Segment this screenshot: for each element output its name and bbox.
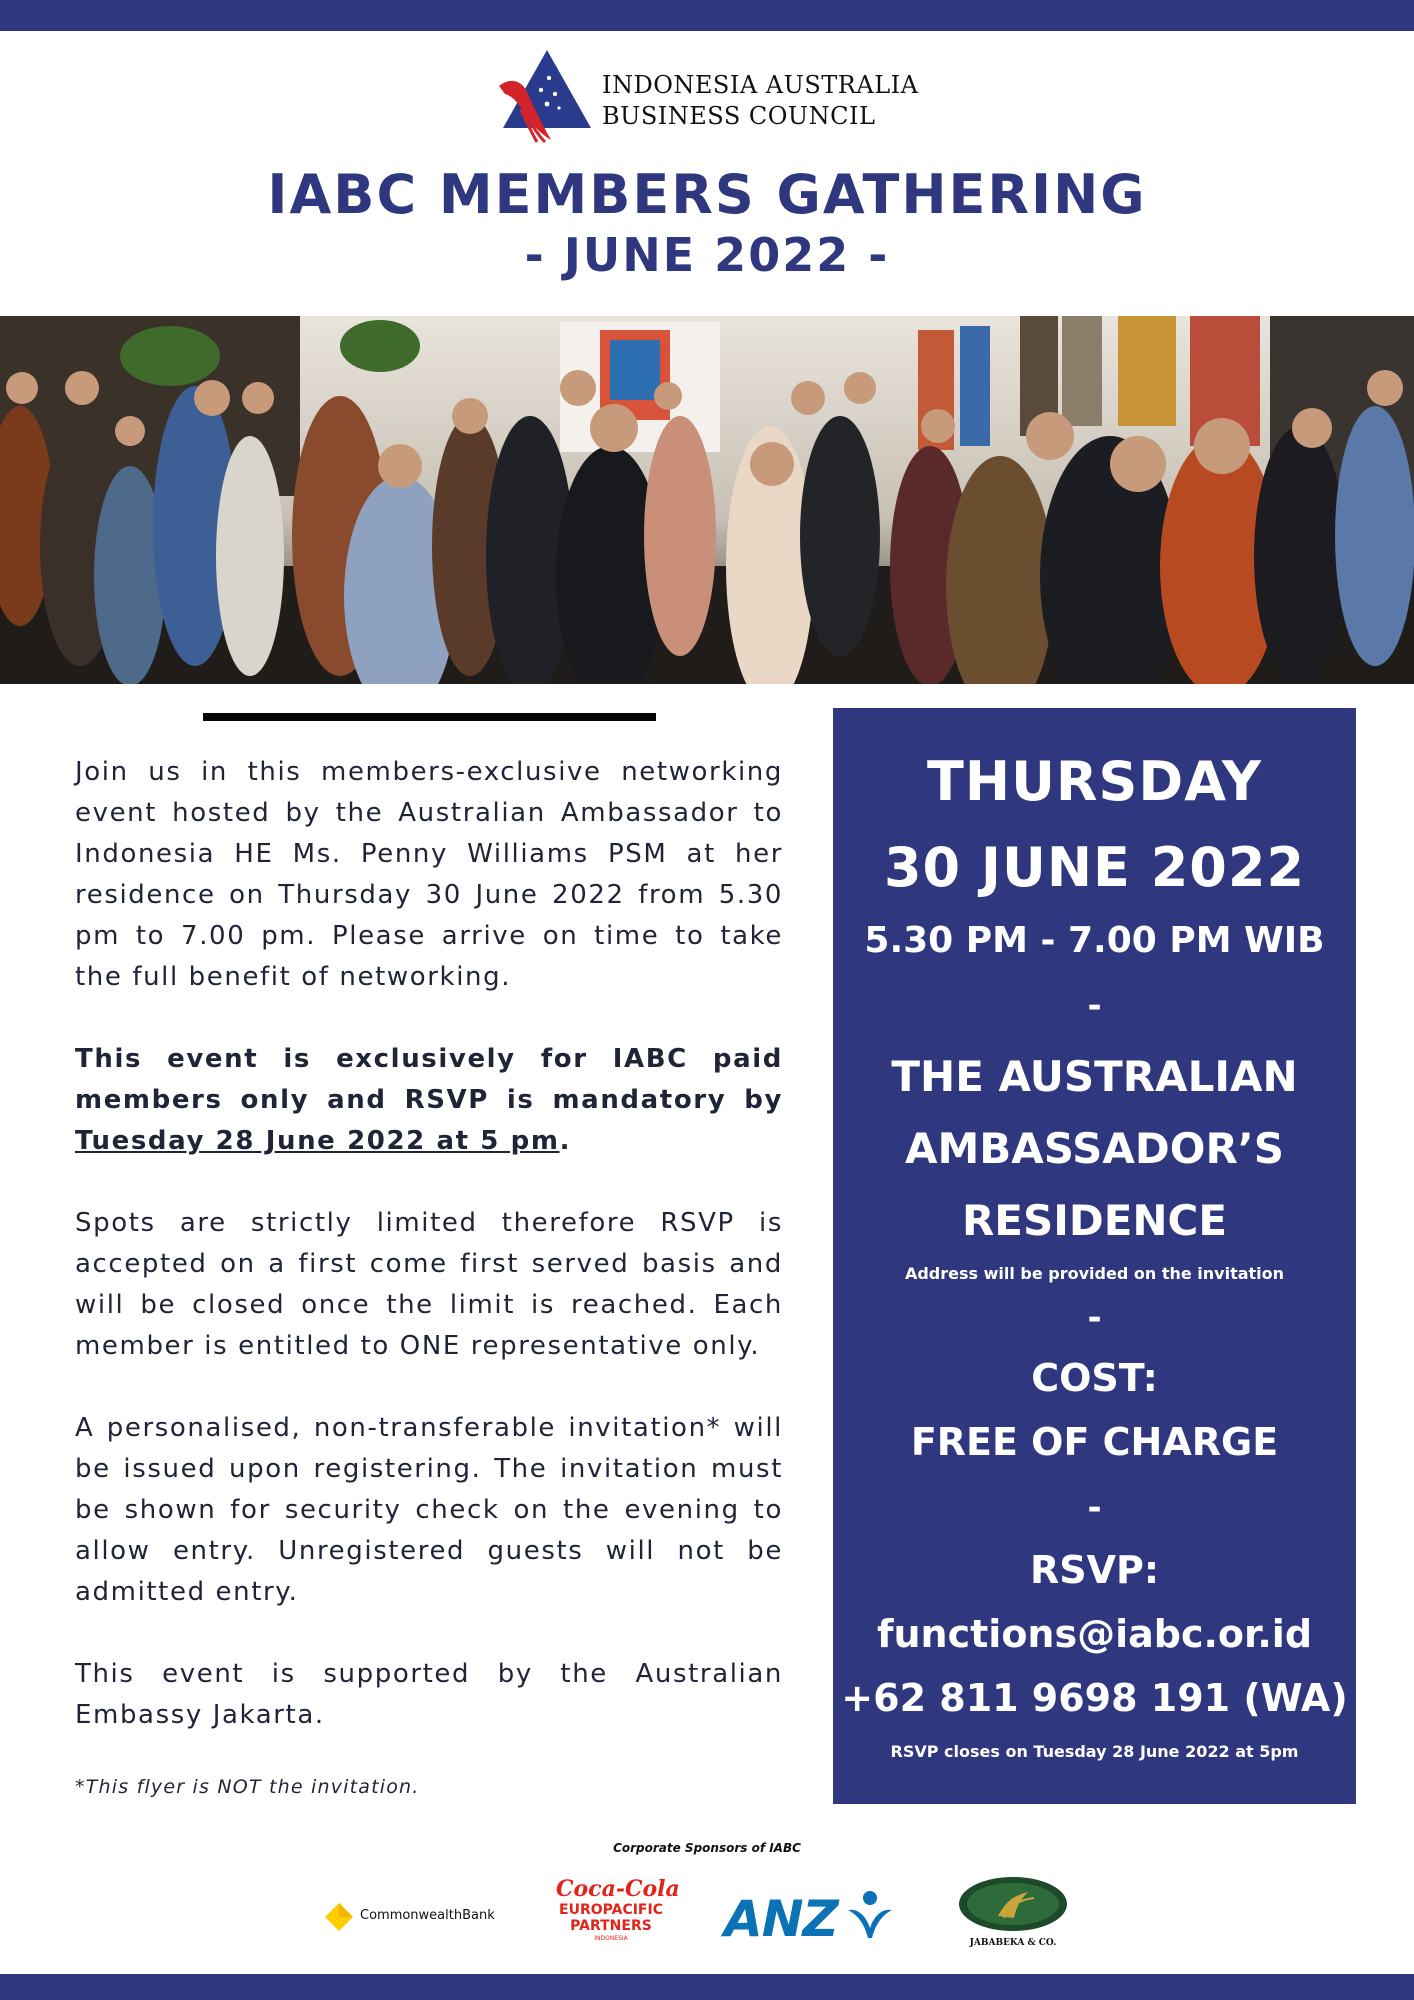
jababeka-emblem-icon <box>958 1876 1068 1932</box>
coke-line-4: INDONESIA <box>594 1935 628 1942</box>
rsvp-label: RSVP: <box>1029 1548 1160 1592</box>
coke-line-2: EUROPACIFIC <box>559 1902 663 1918</box>
commbank-diamond-icon <box>324 1902 354 1932</box>
commbank-logo <box>324 1900 504 1934</box>
separator: - <box>1087 986 1102 1026</box>
logo-line-1: INDONESIA AUSTRALIA <box>602 71 919 99</box>
venue-line-2: AMBASSADOR’S <box>904 1124 1285 1173</box>
venue-line-3: RESIDENCE <box>961 1196 1228 1245</box>
iabc-logo <box>497 48 919 144</box>
page-title: IABC MEMBERS GATHERING <box>267 163 1147 226</box>
logo-line-2: BUSINESS COUNCIL <box>602 102 876 130</box>
event-day: THURSDAY <box>927 750 1262 813</box>
venue-line-1: THE AUSTRALIAN <box>891 1052 1298 1101</box>
rsvp-deadline-text: Tuesday 28 June 2022 at 5 pm <box>75 1126 560 1156</box>
support-paragraph: This event is supported by the Australian Embassy Jakarta. <box>75 1659 783 1730</box>
page-subtitle: - JUNE 2022 - <box>524 228 890 282</box>
rsvp-phone[interactable]: +62 811 9698 191 (WA) <box>841 1676 1348 1720</box>
separator: - <box>1087 1488 1102 1528</box>
coca-cola-europacific-logo <box>556 1876 680 1952</box>
event-photo <box>0 316 1414 684</box>
event-details-panel <box>833 708 1356 1804</box>
bottom-bar <box>0 1974 1414 2000</box>
rsvp-email[interactable]: functions@iabc.or.id <box>876 1612 1313 1656</box>
cost-label: COST: <box>1031 1356 1158 1400</box>
commbank-label: CommonwealthBank <box>360 1908 495 1923</box>
cost-value: FREE OF CHARGE <box>910 1420 1279 1464</box>
event-time: 5.30 PM - 7.00 PM WIB <box>864 920 1325 961</box>
anz-logo <box>722 1888 898 1948</box>
coke-line-3: PARTNERS <box>570 1918 652 1934</box>
rsvp-requirement-text: This event is exclusively for IABC paid members only and RSVP is mandatory by <box>75 1044 783 1115</box>
coca-cola-wordmark: Coca-Cola <box>556 1876 680 1902</box>
event-description <box>75 752 783 1777</box>
spots-paragraph: Spots are strictly limited therefore RSVP is accepted on a first come first served basis and will be closed once the limit is reached. Each member is entitled to ONE representative only. <box>75 1208 783 1361</box>
top-bar <box>0 0 1414 31</box>
flyer-note: *This flyer is NOT the invitation. <box>75 1776 420 1798</box>
anz-people-icon <box>844 1888 896 1940</box>
event-date: 30 JUNE 2022 <box>883 836 1306 899</box>
venue-note: Address will be provided on the invitation <box>904 1264 1285 1283</box>
iabc-emblem-icon <box>497 48 597 144</box>
sponsors-title: Corporate Sponsors of IABC <box>613 1841 801 1855</box>
rsvp-close-note: RSVP closes on Tuesday 28 June 2022 at 5pm <box>890 1742 1299 1761</box>
intro-paragraph: Join us in this members-exclusive networking event hosted by the Australian Ambassador to Indonesia HE Ms. Penny Williams PSM at her residence on Thursday 30 June 2022 from 5.30 pm to 7.00 pm. Please arrive on time to take the full benefit of networking. <box>75 757 783 992</box>
rsvp-requirement-end: . <box>559 1126 572 1156</box>
invitation-paragraph: A personalised, non-transferable invitation* will be issued upon registering. The invitation must be shown for security check on the evening to allow entry. Unregistered guests will not be admitted entry. <box>75 1413 783 1607</box>
separator: - <box>1087 1298 1102 1338</box>
section-divider <box>203 713 656 721</box>
jababeka-label: JABABEKA & CO. <box>969 1938 1057 1948</box>
jababeka-logo <box>958 1876 1068 1956</box>
rsvp-requirement-paragraph <box>75 1039 783 1162</box>
anz-wordmark: ANZ <box>724 1890 838 1948</box>
